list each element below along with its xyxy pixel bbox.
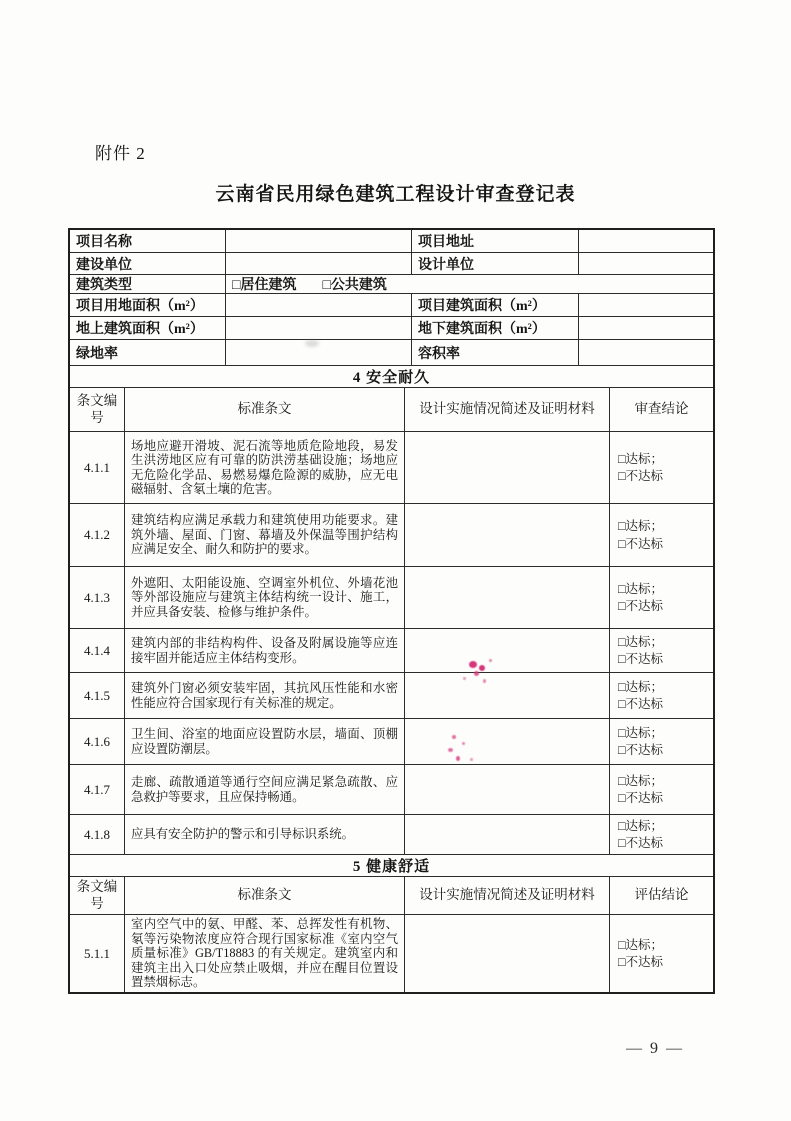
clause-text: 室内空气中的氨、甲醛、苯、总挥发性有机物、氡等污染物浓度应符合现行国家标准《室内空气质量标准》GB/T18883 的有关规定。建筑室内和建筑主出入口处应禁止吸烟，并应在醒目位置设置禁烟标志。	[124, 915, 404, 992]
conclusion-cell	[609, 673, 713, 718]
project-floor-area-value	[578, 294, 713, 316]
column-header-standard-clause: 标准条文	[124, 388, 404, 431]
checkbox-option-pass: □达标；	[618, 679, 664, 694]
construction-unit-label: 建设单位	[76, 257, 132, 273]
clause-text: 建筑外门窗必须安装牢固，其抗风压性能和水密性能应符合国家现行有关标准的规定。	[124, 673, 404, 718]
column-header-evidence: 设计实施情况简述及证明材料	[404, 388, 609, 431]
checkbox-option-residential: □居住建筑	[232, 278, 297, 293]
checkbox-option-fail: □不达标	[618, 697, 664, 711]
design-unit-value	[578, 253, 713, 274]
conclusion-cell	[609, 629, 713, 672]
clause-row-4-1-4	[70, 628, 713, 672]
checkbox-option-fail: □不达标	[618, 743, 664, 757]
clause-row-5-1-1	[70, 914, 713, 992]
project-name-value	[225, 230, 411, 252]
clause-row-4-1-3	[70, 566, 713, 628]
above-ground-area-label: 地上建筑面积（m²）	[76, 322, 204, 337]
evidence-cell	[404, 504, 609, 566]
evidence-cell	[404, 567, 609, 628]
checkbox-option-pass: □达标；	[618, 725, 664, 740]
clause-text: 走廊、疏散通道等通行空间应满足紧急疏散、应急救护等要求，且应保持畅通。	[124, 765, 404, 814]
clause-row-4-1-7	[70, 764, 713, 814]
checkbox-option-fail: □不达标	[618, 791, 664, 805]
clause-row-4-1-5	[70, 672, 713, 718]
checkbox-option-pass: □达标；	[618, 451, 664, 466]
checkbox-option-fail: □不达标	[618, 836, 664, 850]
land-area-value	[225, 294, 411, 316]
land-area-label: 项目用地面积（m²）	[76, 299, 204, 314]
green-rate-label: 绿地率	[76, 346, 118, 362]
conclusion-cell	[609, 504, 713, 566]
clause-row-4-1-2	[70, 503, 713, 566]
column-header-standard-clause: 标准条文	[124, 877, 404, 914]
clause-number: 4.1.2	[84, 527, 110, 542]
section-4-title: 4 安全耐久	[70, 365, 713, 387]
column-header-review-conclusion: 审查结论	[609, 388, 713, 431]
checkbox-option-pass: □达标；	[618, 581, 664, 596]
clause-number: 4.1.1	[84, 459, 110, 475]
checkbox-option-fail: □不达标	[618, 536, 664, 551]
checkbox-option-pass: □达标；	[618, 937, 664, 952]
clause-row-4-1-8	[70, 814, 713, 854]
checkbox-option-fail: □不达标	[618, 652, 664, 666]
below-ground-area-label: 地下建筑面积（m²）	[411, 317, 578, 339]
checkbox-option-public: □公共建筑	[322, 278, 387, 293]
section-5-header-row	[70, 876, 713, 914]
column-header-evidence: 设计实施情况简述及证明材料	[404, 877, 609, 914]
conclusion-cell	[609, 915, 713, 992]
conclusion-cell	[609, 719, 713, 764]
clause-number: 4.1.3	[84, 589, 110, 605]
info-row-project-name	[70, 230, 713, 252]
conclusion-cell	[609, 815, 713, 854]
column-header-evaluation-conclusion: 评估结论	[609, 877, 713, 914]
clause-text: 卫生间、浴室的地面应设置防水层，墙面、顶棚应设置防潮层。	[124, 719, 404, 764]
building-type-label: 建筑类型	[76, 278, 132, 293]
evidence-cell	[404, 673, 609, 718]
info-row-land-area	[70, 293, 713, 316]
clause-row-4-1-6	[70, 718, 713, 764]
clause-text: 外遮阳、太阳能设施、空调室外机位、外墙花池等外部设施应与建筑主体结构统一设计、施工，并应具备安装、检修与维护条件。	[124, 567, 404, 628]
evidence-cell	[404, 719, 609, 764]
project-name-label: 项目名称	[76, 235, 132, 250]
checkbox-option-pass: □达标；	[618, 818, 664, 833]
project-address-value	[578, 230, 713, 252]
above-ground-area-value	[225, 317, 411, 339]
evidence-cell	[404, 765, 609, 814]
clause-number: 4.1.8	[84, 826, 110, 842]
conclusion-cell	[609, 765, 713, 814]
clause-text: 场地应避开滑坡、泥石流等地质危险地段，易发生洪涝地区应有可靠的防洪涝基础设施；场地应无危险化学品、易燃易爆危险源的威胁，应无电磁辐射、含氡土壤的危害。	[124, 432, 404, 503]
info-row-above-ground	[70, 316, 713, 339]
page-number: — 9 —	[626, 1040, 684, 1057]
column-header-clause-no: 条文编号	[76, 392, 118, 425]
clause-text: 应具有安全防护的警示和引导标识系统。	[124, 815, 404, 854]
scan-artifact-smudge	[305, 340, 319, 347]
clause-number: 4.1.5	[84, 687, 110, 703]
below-ground-area-value	[578, 317, 713, 339]
project-floor-area-label: 项目建筑面积（m²）	[411, 294, 578, 316]
checkbox-option-pass: □达标；	[618, 773, 664, 788]
column-header-clause-no: 条文编号	[76, 878, 118, 911]
conclusion-cell	[609, 432, 713, 503]
checkbox-option-pass: □达标；	[618, 634, 664, 649]
clause-text: 建筑内部的非结构构件、设备及附属设施等应连接牢固并能适应主体结构变形。	[124, 629, 404, 672]
clause-number: 4.1.7	[84, 781, 110, 797]
design-unit-label: 设计单位	[411, 253, 578, 274]
info-row-units	[70, 252, 713, 274]
building-type-options	[225, 275, 713, 293]
evidence-cell	[404, 815, 609, 854]
plot-ratio-label: 容积率	[411, 340, 578, 365]
checkbox-option-fail: □不达标	[618, 599, 664, 613]
checkbox-option-pass: □达标；	[618, 519, 664, 534]
checkbox-option-fail: □不达标	[618, 469, 664, 483]
registration-form-table	[68, 228, 715, 994]
clause-row-4-1-1	[70, 431, 713, 503]
section-4-header-row	[70, 387, 713, 431]
attachment-label: 附件 2	[95, 144, 146, 163]
clause-text: 建筑结构应满足承载力和建筑使用功能要求。建筑外墙、屋面、门窗、幕墙及外保温等围护结构应满足安全、耐久和防护的要求。	[124, 504, 404, 566]
info-row-ratios	[70, 339, 713, 365]
construction-unit-value	[225, 253, 411, 274]
clause-number: 5.1.1	[84, 945, 110, 961]
clause-number: 4.1.6	[84, 733, 110, 749]
project-address-label: 项目地址	[411, 230, 578, 252]
evidence-cell	[404, 915, 609, 992]
section-5-title: 5 健康舒适	[70, 854, 713, 876]
info-row-building-type	[70, 274, 713, 293]
evidence-cell	[404, 629, 609, 672]
plot-ratio-value	[578, 340, 713, 365]
page-title: 云南省民用绿色建筑工程设计审查登记表	[215, 184, 576, 205]
checkbox-option-fail: □不达标	[618, 955, 664, 969]
evidence-cell	[404, 432, 609, 503]
clause-number: 4.1.4	[84, 642, 110, 658]
conclusion-cell	[609, 567, 713, 628]
